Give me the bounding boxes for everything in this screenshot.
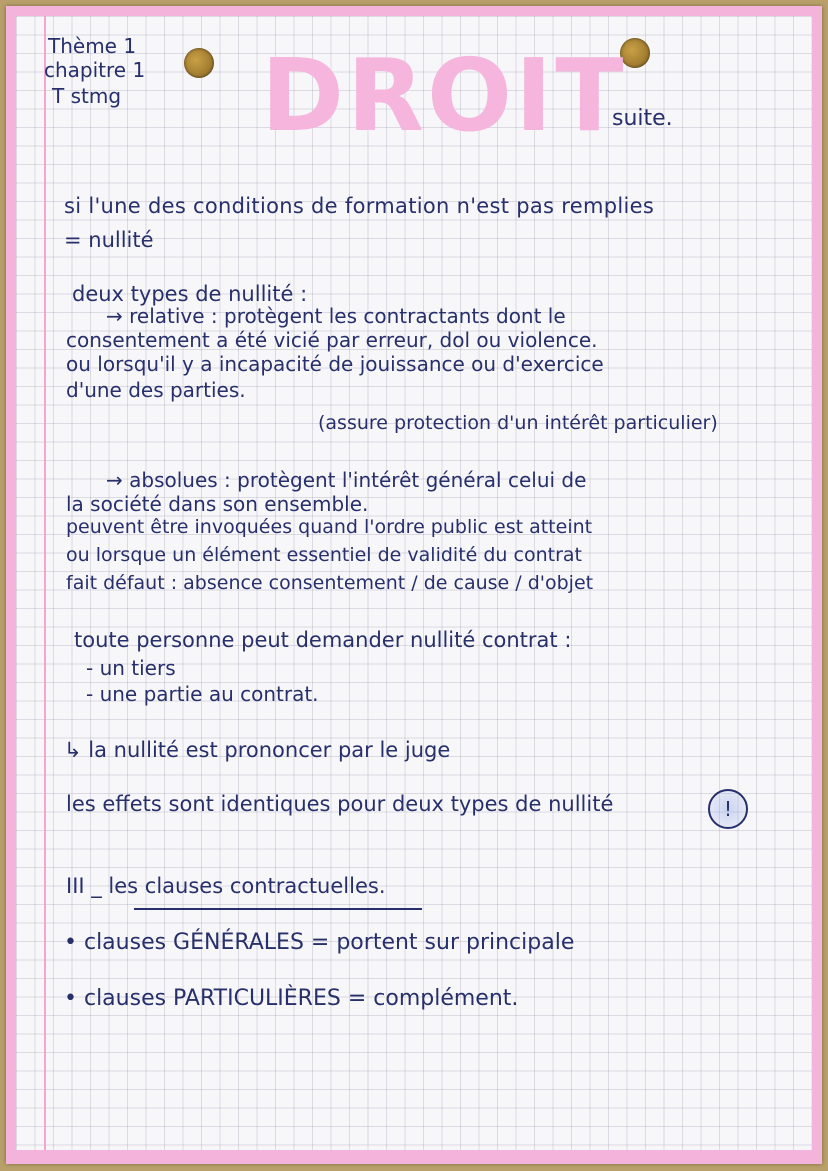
line-15: - un tiers — [86, 656, 176, 680]
line-16: - une partie au contrat. — [86, 682, 319, 706]
page-title: DROIT — [261, 37, 627, 154]
line-11: peuvent être invoquées quand l'ordre public est atteint — [66, 516, 593, 538]
section-heading: III _ les clauses contractuelles. — [66, 874, 386, 898]
line-5: consentement a été vicié par erreur, dol ou violence. — [66, 328, 598, 352]
line-1: si l'une des conditions de formation n'est pas remplies — [64, 194, 655, 218]
line-12: ou lorsque un élément essentiel de validité du contrat — [66, 544, 582, 566]
line-6: ou lorsqu'il y a incapacité de jouissance ou d'exercice — [66, 352, 604, 376]
line-9: → absolues : protègent l'intérêt général celui de — [106, 468, 587, 492]
notebook-page — [6, 6, 822, 1164]
line-8: (assure protection d'un intérêt particulier) — [318, 412, 718, 434]
line-4: → relative : protègent les contractants dont le — [106, 304, 566, 328]
line-2: = nullité — [64, 228, 154, 252]
line-3: deux types de nullité : — [72, 282, 308, 306]
line-18: les effets sont identiques pour deux types de nullité — [66, 792, 614, 816]
heading-underline — [134, 908, 422, 910]
warning-icon: ! — [708, 789, 748, 829]
line-7: d'une des parties. — [66, 378, 246, 402]
header-theme: Thème 1 — [48, 34, 137, 58]
binder-hole-left — [184, 48, 214, 78]
header-chapitre: chapitre 1 — [44, 58, 146, 82]
line-17: ↳ la nullité est prononcer par le juge — [64, 738, 451, 762]
header-suite: suite. — [612, 106, 673, 131]
line-13: fait défaut : absence consentement / de cause / d'objet — [66, 572, 594, 594]
bullet-clauses-particulieres: • clauses PARTICULIÈRES = complément. — [64, 986, 519, 1011]
line-10: la société dans son ensemble. — [66, 492, 369, 516]
margin-line — [44, 16, 46, 1150]
line-14: toute personne peut demander nullité contrat : — [74, 628, 572, 652]
header-classe: T stmg — [52, 84, 122, 108]
bullet-clauses-generales: • clauses GÉNÉRALES = portent sur principale — [64, 930, 575, 955]
